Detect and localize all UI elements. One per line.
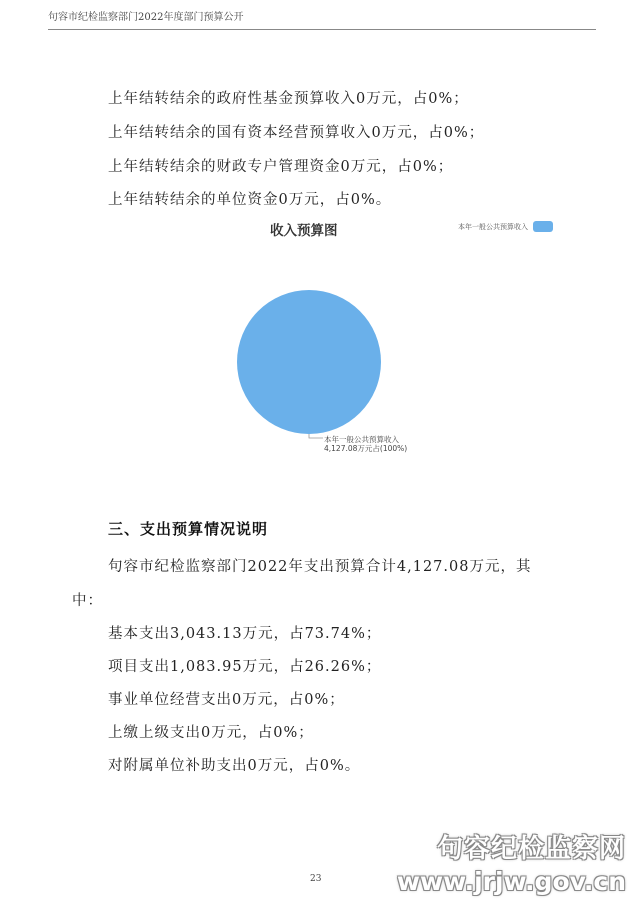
chart-legend <box>458 221 553 232</box>
slice-leader-line <box>309 434 323 438</box>
chart-title: 收入预算图 <box>270 223 338 239</box>
page-number: 23 <box>310 874 322 884</box>
slice-label-name: 本年一般公共预算收入 <box>324 435 399 444</box>
pie-slice <box>237 290 381 434</box>
expense-intro-line-2: 中： <box>72 593 103 609</box>
income-line-1: 上年结转结余的政府性基金预算收入0万元，占0%； <box>108 91 469 107</box>
expense-item-1: 基本支出3,043.13万元，占73.74%； <box>108 626 382 642</box>
income-line-2: 上年结转结余的国有资本经营预算收入0万元，占0%； <box>108 125 485 141</box>
expense-intro-line-1: 句容市纪检监察部门2022年支出预算合计4,127.08万元，其 <box>108 559 532 575</box>
income-line-3: 上年结转结余的财政专户管理资金0万元，占0%； <box>108 159 454 175</box>
slice-label <box>324 435 407 453</box>
watermark-url: www.jrjw.gov.cn <box>396 867 626 896</box>
watermark-name: 句容纪检监察网 <box>436 834 626 864</box>
expense-item-5: 对附属单位补助支出0万元，占0%。 <box>108 758 361 774</box>
watermark <box>397 828 626 896</box>
expense-item-3: 事业单位经营支出0万元，占0%； <box>108 692 345 708</box>
slice-label-value: 4,127.08万元占(100%) <box>324 444 408 453</box>
pie-chart <box>225 280 445 460</box>
page-header: 句容市纪检监察部门2022年度部门预算公开 <box>48 8 596 30</box>
section-heading: 三、支出预算情况说明 <box>108 520 269 538</box>
legend-swatch <box>533 221 553 232</box>
legend-entry-label: 本年一般公共预算收入 <box>458 222 528 231</box>
expense-item-4: 上缴上级支出0万元，占0%； <box>108 725 314 741</box>
income-line-4: 上年结转结余的单位资金0万元，占0%。 <box>108 192 392 208</box>
expense-item-2: 项目支出1,083.95万元，占26.26%； <box>108 659 382 675</box>
